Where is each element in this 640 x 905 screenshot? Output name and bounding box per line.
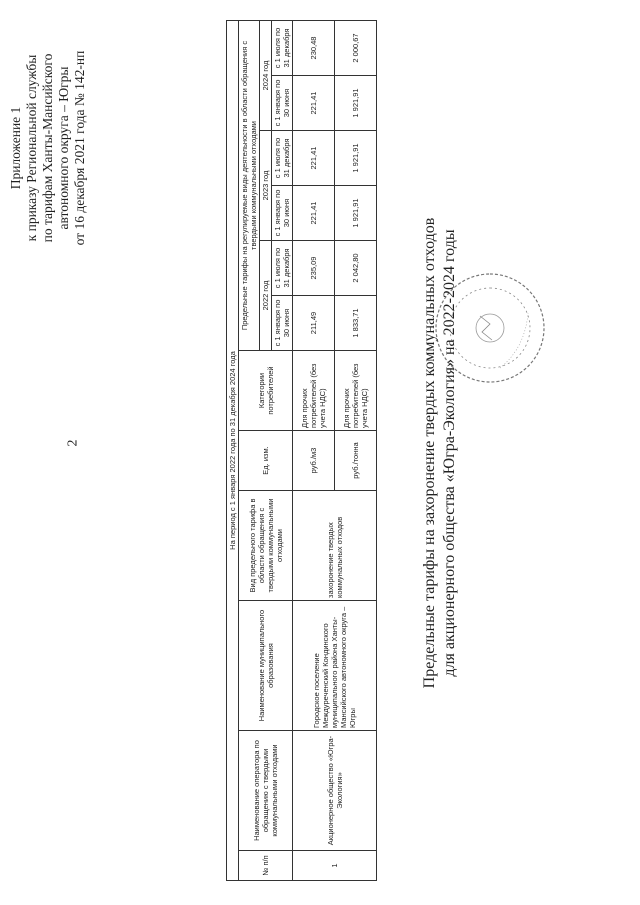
- header-half-first: с 1 января по 30 июня: [272, 186, 293, 241]
- row-activity: захоронение твердых коммунальных отходов: [293, 491, 377, 601]
- header-num: № п/п: [239, 851, 293, 881]
- tariff-value: 235,09: [293, 241, 335, 296]
- row-category: Для прочих потребителей (без учета НДС): [335, 351, 377, 431]
- tariff-table: [226, 20, 377, 881]
- title-line-1: Предельные тарифы на захоронение твердых коммунальных отходов: [421, 217, 438, 689]
- header-category: Категории потребителей: [239, 351, 293, 431]
- tariff-value: 2 042,80: [335, 241, 377, 296]
- appendix-line: к приказу Региональной службы: [24, 54, 39, 242]
- appendix-line: по тарифам Ханты-Мансийского: [40, 53, 55, 243]
- header-half-second: с 1 июля по 31 декабря: [272, 131, 293, 186]
- header-year-2024: 2024 год: [260, 20, 272, 130]
- tariff-value: 221,41: [293, 76, 335, 131]
- tariff-value: 1 833,71: [335, 296, 377, 351]
- period-caption: На период с 1 января 2022 года по 31 декабря 2024 года: [227, 20, 239, 880]
- tariff-table-container: [226, 21, 377, 881]
- header-half-first: с 1 января по 30 июня: [272, 296, 293, 351]
- row-unit: руб./м3: [293, 431, 335, 491]
- tariff-value: 230,48: [293, 20, 335, 75]
- table-row: [293, 20, 335, 880]
- rotated-page-content: [0, 13, 620, 893]
- header-municipality: Наименование муниципального образования: [239, 601, 293, 731]
- header-unit: Ед. изм.: [239, 431, 293, 491]
- tariff-value: 1 921,91: [335, 76, 377, 131]
- tariff-value: 1 921,91: [335, 186, 377, 241]
- tariff-value: 221,41: [293, 131, 335, 186]
- row-municipality: Городское поселение Междуреченский Кондинского муниципального района Ханты-Мансийского автономного округа – Югры: [293, 601, 377, 731]
- header-year-2022: 2022 год: [260, 241, 272, 351]
- header-activity: Вид предельного тарифа в области обращения с твердыми коммунальными отходами: [239, 491, 293, 601]
- row-unit: руб./тонна: [335, 431, 377, 491]
- header-half-second: с 1 июля по 31 декабря: [272, 241, 293, 296]
- row-category: Для прочих потребителей (без учета НДС): [293, 351, 335, 431]
- appendix-block: [8, 23, 88, 273]
- header-half-first: с 1 января по 30 июня: [272, 76, 293, 131]
- header-tariffs-group: Предельные тарифы на регулируемые виды деятельности в области обращения с твердыми коммунальными отходами: [239, 20, 260, 350]
- tariff-value: 221,41: [293, 186, 335, 241]
- header-half-second: с 1 июля по 31 декабря: [272, 20, 293, 75]
- header-operator: Наименование оператора по обращению с твердыми коммунальными отходами: [239, 731, 293, 851]
- tariff-value: 211,49: [293, 296, 335, 351]
- header-year-2023: 2023 год: [260, 131, 272, 241]
- row-num: 1: [293, 851, 377, 881]
- tariff-value: 1 921,91: [335, 131, 377, 186]
- page-number: 2: [65, 439, 81, 447]
- title-line-2: для акционерного общества «Югра-Экология» на 2022-2024 годы: [441, 229, 458, 677]
- tariff-value: 2 000,67: [335, 20, 377, 75]
- appendix-line: автономного округа – Югры: [56, 66, 71, 230]
- document-title: [420, 13, 460, 893]
- row-operator: Акционерное общество «Югра-Экология»: [293, 731, 377, 851]
- appendix-line: от 16 декабря 2021 года № 142-нп: [72, 50, 87, 246]
- appendix-line: Приложение 1: [8, 106, 23, 190]
